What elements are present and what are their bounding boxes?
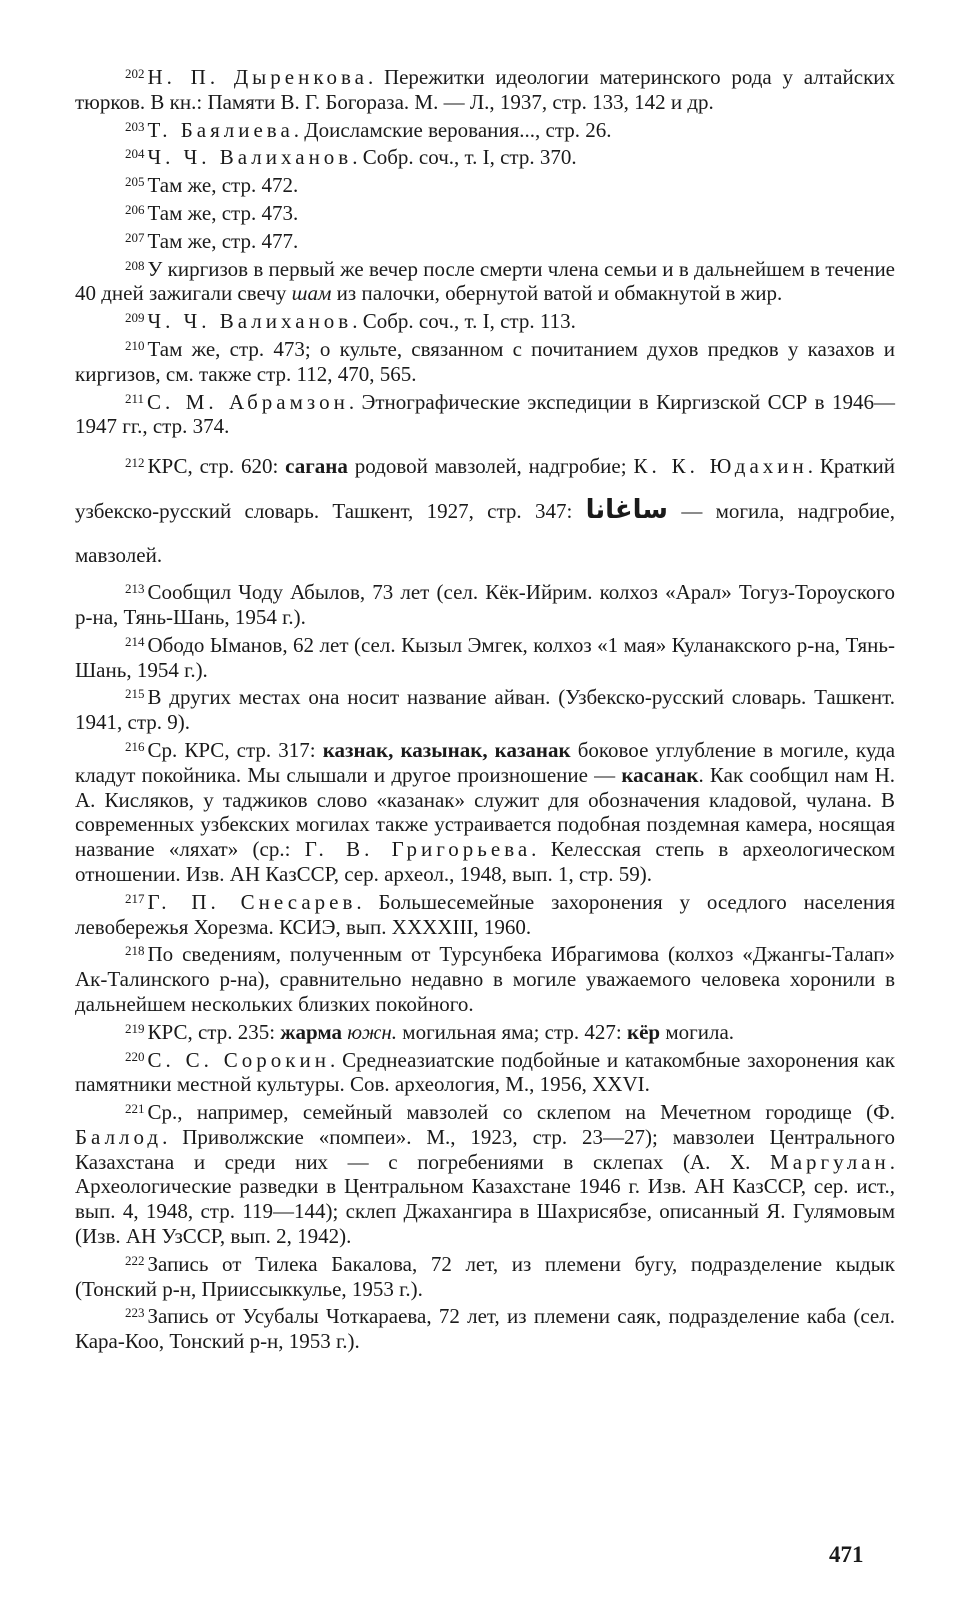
footnote-204 xyxy=(75,142,895,170)
footnote-211 xyxy=(75,387,895,440)
author-name: Ч. Ч. Валиханов xyxy=(147,145,353,170)
footnote-number: 215 xyxy=(125,686,145,702)
footnote-number: 208 xyxy=(125,257,145,273)
footnote-206 xyxy=(75,198,895,226)
footnote-215 xyxy=(75,682,895,735)
author-name: Н. П. Дыренкова xyxy=(147,65,368,89)
footnote-text: Запись от Тилека Бакалова, 72 лет, из племени бугу, подразделение кыдык (Тонский р-н, Прииссыккулье, 1953 г.). xyxy=(75,1251,895,1301)
footnote-text: Там же, стр. 477. xyxy=(147,228,299,253)
footnote-number: 210 xyxy=(125,337,145,353)
footnote-text: По сведениям, полученным от Турсунбека Ибрагимова (колхоз «Джангы-Талап» Ак-Талинского р-на), сравнительно недавно в могиле уважаемого человека хоронили в дальнейшем нескольких близких покойного. xyxy=(75,942,895,1016)
footnote-text: Ср., например, семейный мавзолей со склепом на Мечетном городище (Ф. xyxy=(147,1100,895,1125)
footnote-number: 222 xyxy=(125,1252,145,1268)
footnote-text: . Пережитки идеологии материнского рода у алтайских тюрков. В кн.: Памяти В. Г. Богораза. М. — Л., 1937, стр. 133, 142 и др. xyxy=(75,65,896,114)
footnote-223 xyxy=(75,1301,895,1354)
footnote-text: . Краткий узбекско-русский словарь. Ташкент, 1927, стр. 347: xyxy=(75,454,896,524)
footnote-text: . Приволжские «помпеи». М., 1923, стр. 23—27); мавзолеи Центрального Казахстана и среди них — с погребениями в склепах (А. Х. xyxy=(75,1124,895,1174)
footnote-text: из палочки, обернутой ватой и обмакнутой в жир. xyxy=(331,281,783,306)
footnote-number: 212 xyxy=(125,455,145,471)
footnote-209 xyxy=(75,306,895,334)
footnote-number: 211 xyxy=(125,390,145,406)
footnote-text: . Большесемейные захоронения у оседлого населения левобережья Хорезма. КСИЭ, вып. XXXXIII, 1960. xyxy=(75,889,895,939)
footnote-text: . Как сообщил нам Н. А. Кисляков, у таджиков слово «казанак» служит для обозначения кладовой, чулана. В современных узбекских могилах также устраивается подобная поздемная камера, носящая название «ляхат» (ср.: xyxy=(75,762,895,862)
footnote-number: 209 xyxy=(125,310,145,326)
footnote-number: 217 xyxy=(125,890,145,906)
term: касанак xyxy=(621,762,699,787)
author-name: Г. П. Снесарев xyxy=(147,889,357,914)
author-name: К. К. Юдахин xyxy=(633,454,808,479)
footnote-number: 203 xyxy=(125,118,145,134)
footnote-text: . Археологические разведки в Центральном Казахстане 1946 г. Изв. АН КазССР, сер. ист., вып. 4, 1948, стр. 119—144); склеп Джахангира в Шахрисябзе, описанный Я. Гулямовым (Изв. АН УзССР, вып. 2, 1942). xyxy=(75,1149,895,1249)
footnote-203 xyxy=(75,115,895,143)
footnote-text: . Среднеазиатские подбойные и катакомбные захоронения как памятники местной культуры. Сов. археология, М., 1956, XXVI. xyxy=(75,1047,896,1097)
author-name: Маргулан xyxy=(770,1149,890,1174)
footnote-text: Там же, стр. 472. xyxy=(147,173,299,198)
footnote-text: Ободо Ыманов, 62 лет (сел. Кызыл Эмгек, колхоз «1 мая» Куланакского р-на, Тянь-Шань, 1954 г.). xyxy=(75,632,895,682)
term: жарма xyxy=(280,1019,343,1044)
footnote-text: . Собр. соч., т. I, стр. 113. xyxy=(352,309,576,334)
footnote-number: 207 xyxy=(125,229,145,245)
footnote-text: Там же, стр. 473; о культе, связанном с почитанием духов предков у казахов и киргизов, см. также стр. 112, 470, 565. xyxy=(75,336,895,386)
footnote-text: могила. xyxy=(660,1019,735,1044)
footnote-text: КРС, стр. 620: xyxy=(147,454,286,479)
footnote-text: В других местах она носит название айван. (Узбекско-русский словарь. Ташкент. 1941, стр. 9). xyxy=(75,685,895,735)
footnote-222 xyxy=(75,1249,895,1302)
footnote-number: 205 xyxy=(125,174,145,190)
term: кёр xyxy=(627,1019,661,1044)
footnote-210 xyxy=(75,334,895,387)
footnote-number: 216 xyxy=(125,738,145,754)
footnote-202 xyxy=(75,62,895,115)
footnote-219 xyxy=(75,1017,895,1045)
author-name: Т. Баялиева xyxy=(147,117,294,142)
footnote-number: 202 xyxy=(125,66,145,81)
footnote-text: родовой мавзолей, надгробие; xyxy=(347,454,634,479)
author-name: Ч. Ч. Валиханов xyxy=(147,309,353,334)
footnote-text: Ср. КРС, стр. 317: xyxy=(147,737,323,762)
author-name: Баллод xyxy=(75,1124,163,1149)
footnote-number: 206 xyxy=(125,201,145,217)
footnote-214 xyxy=(75,630,895,683)
footnote-text: . Этнографические экспедиции в Киргизской ССР в 1946—1947 гг., стр. 374. xyxy=(75,389,896,439)
footnote-212 xyxy=(75,441,895,577)
footnote-205 xyxy=(75,170,895,198)
footnote-text: могильная яма; стр. 427: xyxy=(397,1019,627,1044)
footnote-number: 220 xyxy=(125,1048,145,1064)
footnote-number: 218 xyxy=(125,943,145,959)
footnote-text: . Доисламские верования..., стр. 26. xyxy=(293,117,612,142)
footnote-213 xyxy=(75,577,895,630)
footnote-number: 221 xyxy=(125,1101,145,1117)
footnote-text: боковое углубление в могиле, куда кладут покойника. Мы слышали и другое произношение — xyxy=(75,737,896,787)
footnote-216 xyxy=(75,735,895,887)
footnote-text: У киргизов в первый же вечер после смерти члена семьи и в дальнейшем в течение 40 дней зажигали свечу xyxy=(75,256,895,306)
footnote-text: шам xyxy=(291,281,332,306)
footnote-217 xyxy=(75,887,895,940)
footnote-text: Сообщил Чоду Абылов, 73 лет (сел. Кёк-Ийрим. колхоз «Арал» Тогуз-Тороуского р-на, Тянь-Шань, 1954 г.). xyxy=(75,580,895,629)
term: сагана xyxy=(285,454,348,479)
footnote-text: . Собр. соч., т. I, стр. 370. xyxy=(352,145,577,170)
footnote-218 xyxy=(75,939,895,1016)
footnotes-block xyxy=(75,62,895,1354)
footnote-text: южн. xyxy=(347,1019,398,1044)
author-name: Г. В. Григорьева xyxy=(304,837,532,862)
footnote-text: Там же, стр. 473. xyxy=(147,200,299,225)
footnote-text: — могила, надгробие, мавзолей. xyxy=(75,499,895,568)
footnote-text: . Келесская степь в археологическом отношении. Изв. АН КазССР, сер. археол., 1948, вып. 1, стр. 59). xyxy=(75,837,895,886)
footnote-number: 219 xyxy=(125,1020,145,1036)
term: казнак, казынак, казанак xyxy=(322,737,571,762)
footnote-number: 204 xyxy=(125,146,145,162)
footnote-text: ساغانا xyxy=(585,495,669,526)
footnote-221 xyxy=(75,1097,895,1249)
page-number: 471 xyxy=(829,1542,864,1567)
footnote-207 xyxy=(75,226,895,254)
footnote-220 xyxy=(75,1045,895,1098)
footnote-208 xyxy=(75,254,895,307)
footnote-number: 223 xyxy=(125,1305,145,1321)
footnote-number: 214 xyxy=(125,633,145,649)
author-name: С. С. Сорокин xyxy=(147,1047,330,1072)
footnote-text: Запись от Усубалы Чоткараева, 72 лет, из племени саяк, подразделение каба (сел. Кара-Коо, Тонский р-н, 1953 г.). xyxy=(75,1304,895,1354)
footnote-number: 213 xyxy=(125,581,145,597)
footnote-text: КРС, стр. 235: xyxy=(147,1019,281,1044)
author-name: С. М. Абрамзон xyxy=(147,389,349,414)
